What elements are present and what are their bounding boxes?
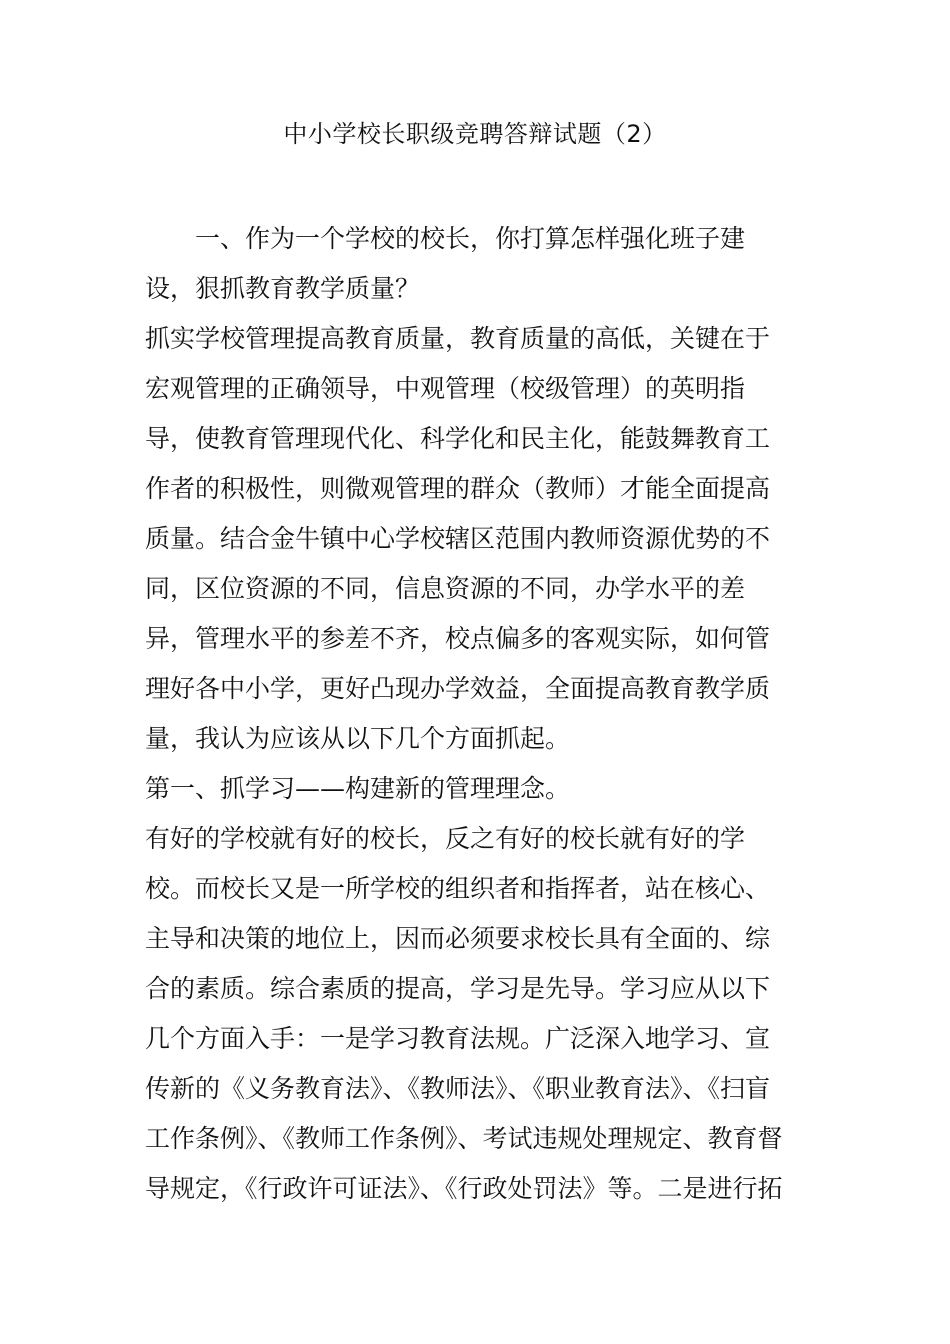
text-line: 工作条例》、《教师工作条例》、考试违规处理规定、教育督 <box>145 1124 783 1153</box>
text-line: 宏观管理的正确领导，中观管理（校级管理）的英明指 <box>145 374 746 403</box>
question-line-2: 设，狠抓教育教学质量？ <box>145 274 421 303</box>
text-line: 合的素质。综合素质的提高，学习是先导。学习应从以下 <box>145 974 771 1003</box>
text-line: 量，我认为应该从以下几个方面抓起。 <box>145 724 571 753</box>
text-line: 抓实学校管理提高教育质量，教育质量的高低，关键在于 <box>145 324 771 353</box>
text-line: 传新的《义务教育法》、《教师法》、《职业教育法》、《扫盲 <box>145 1074 771 1103</box>
document-body <box>145 214 805 1214</box>
text-line: 同，区位资源的不同，信息资源的不同，办学水平的差 <box>145 574 746 603</box>
text-line: 导，使教育管理现代化、科学化和民主化，能鼓舞教育工 <box>145 424 771 453</box>
document-title: 中小学校长职级竞聘答辩试题（2） <box>283 120 667 148</box>
section-heading: 第一、抓学习——构建新的管理理念。 <box>145 774 571 803</box>
text-line: 质量。结合金牛镇中心学校辖区范围内教师资源优势的不 <box>145 524 771 553</box>
text-line: 理好各中小学，更好凸现办学效益，全面提高教育教学质 <box>145 674 771 703</box>
text-line: 导规定，《行政许可证法》、《行政处罚法》等。二是进行拓 <box>145 1174 783 1203</box>
text-line: 校。而校长又是一所学校的组织者和指挥者，站在核心、 <box>145 874 771 903</box>
text-line: 作者的积极性，则微观管理的群众（教师）才能全面提高 <box>145 474 771 503</box>
text-line: 几个方面入手：一是学习教育法规。广泛深入地学习、宣 <box>145 1024 771 1053</box>
text-line: 异，管理水平的参差不齐，校点偏多的客观实际，如何管 <box>145 624 771 653</box>
text-line: 主导和决策的地位上，因而必须要求校长具有全面的、综 <box>145 924 771 953</box>
question-line-1: 一、作为一个学校的校长，你打算怎样强化班子建 <box>195 224 746 253</box>
text-line: 有好的学校就有好的校长，反之有好的校长就有好的学 <box>145 824 746 853</box>
